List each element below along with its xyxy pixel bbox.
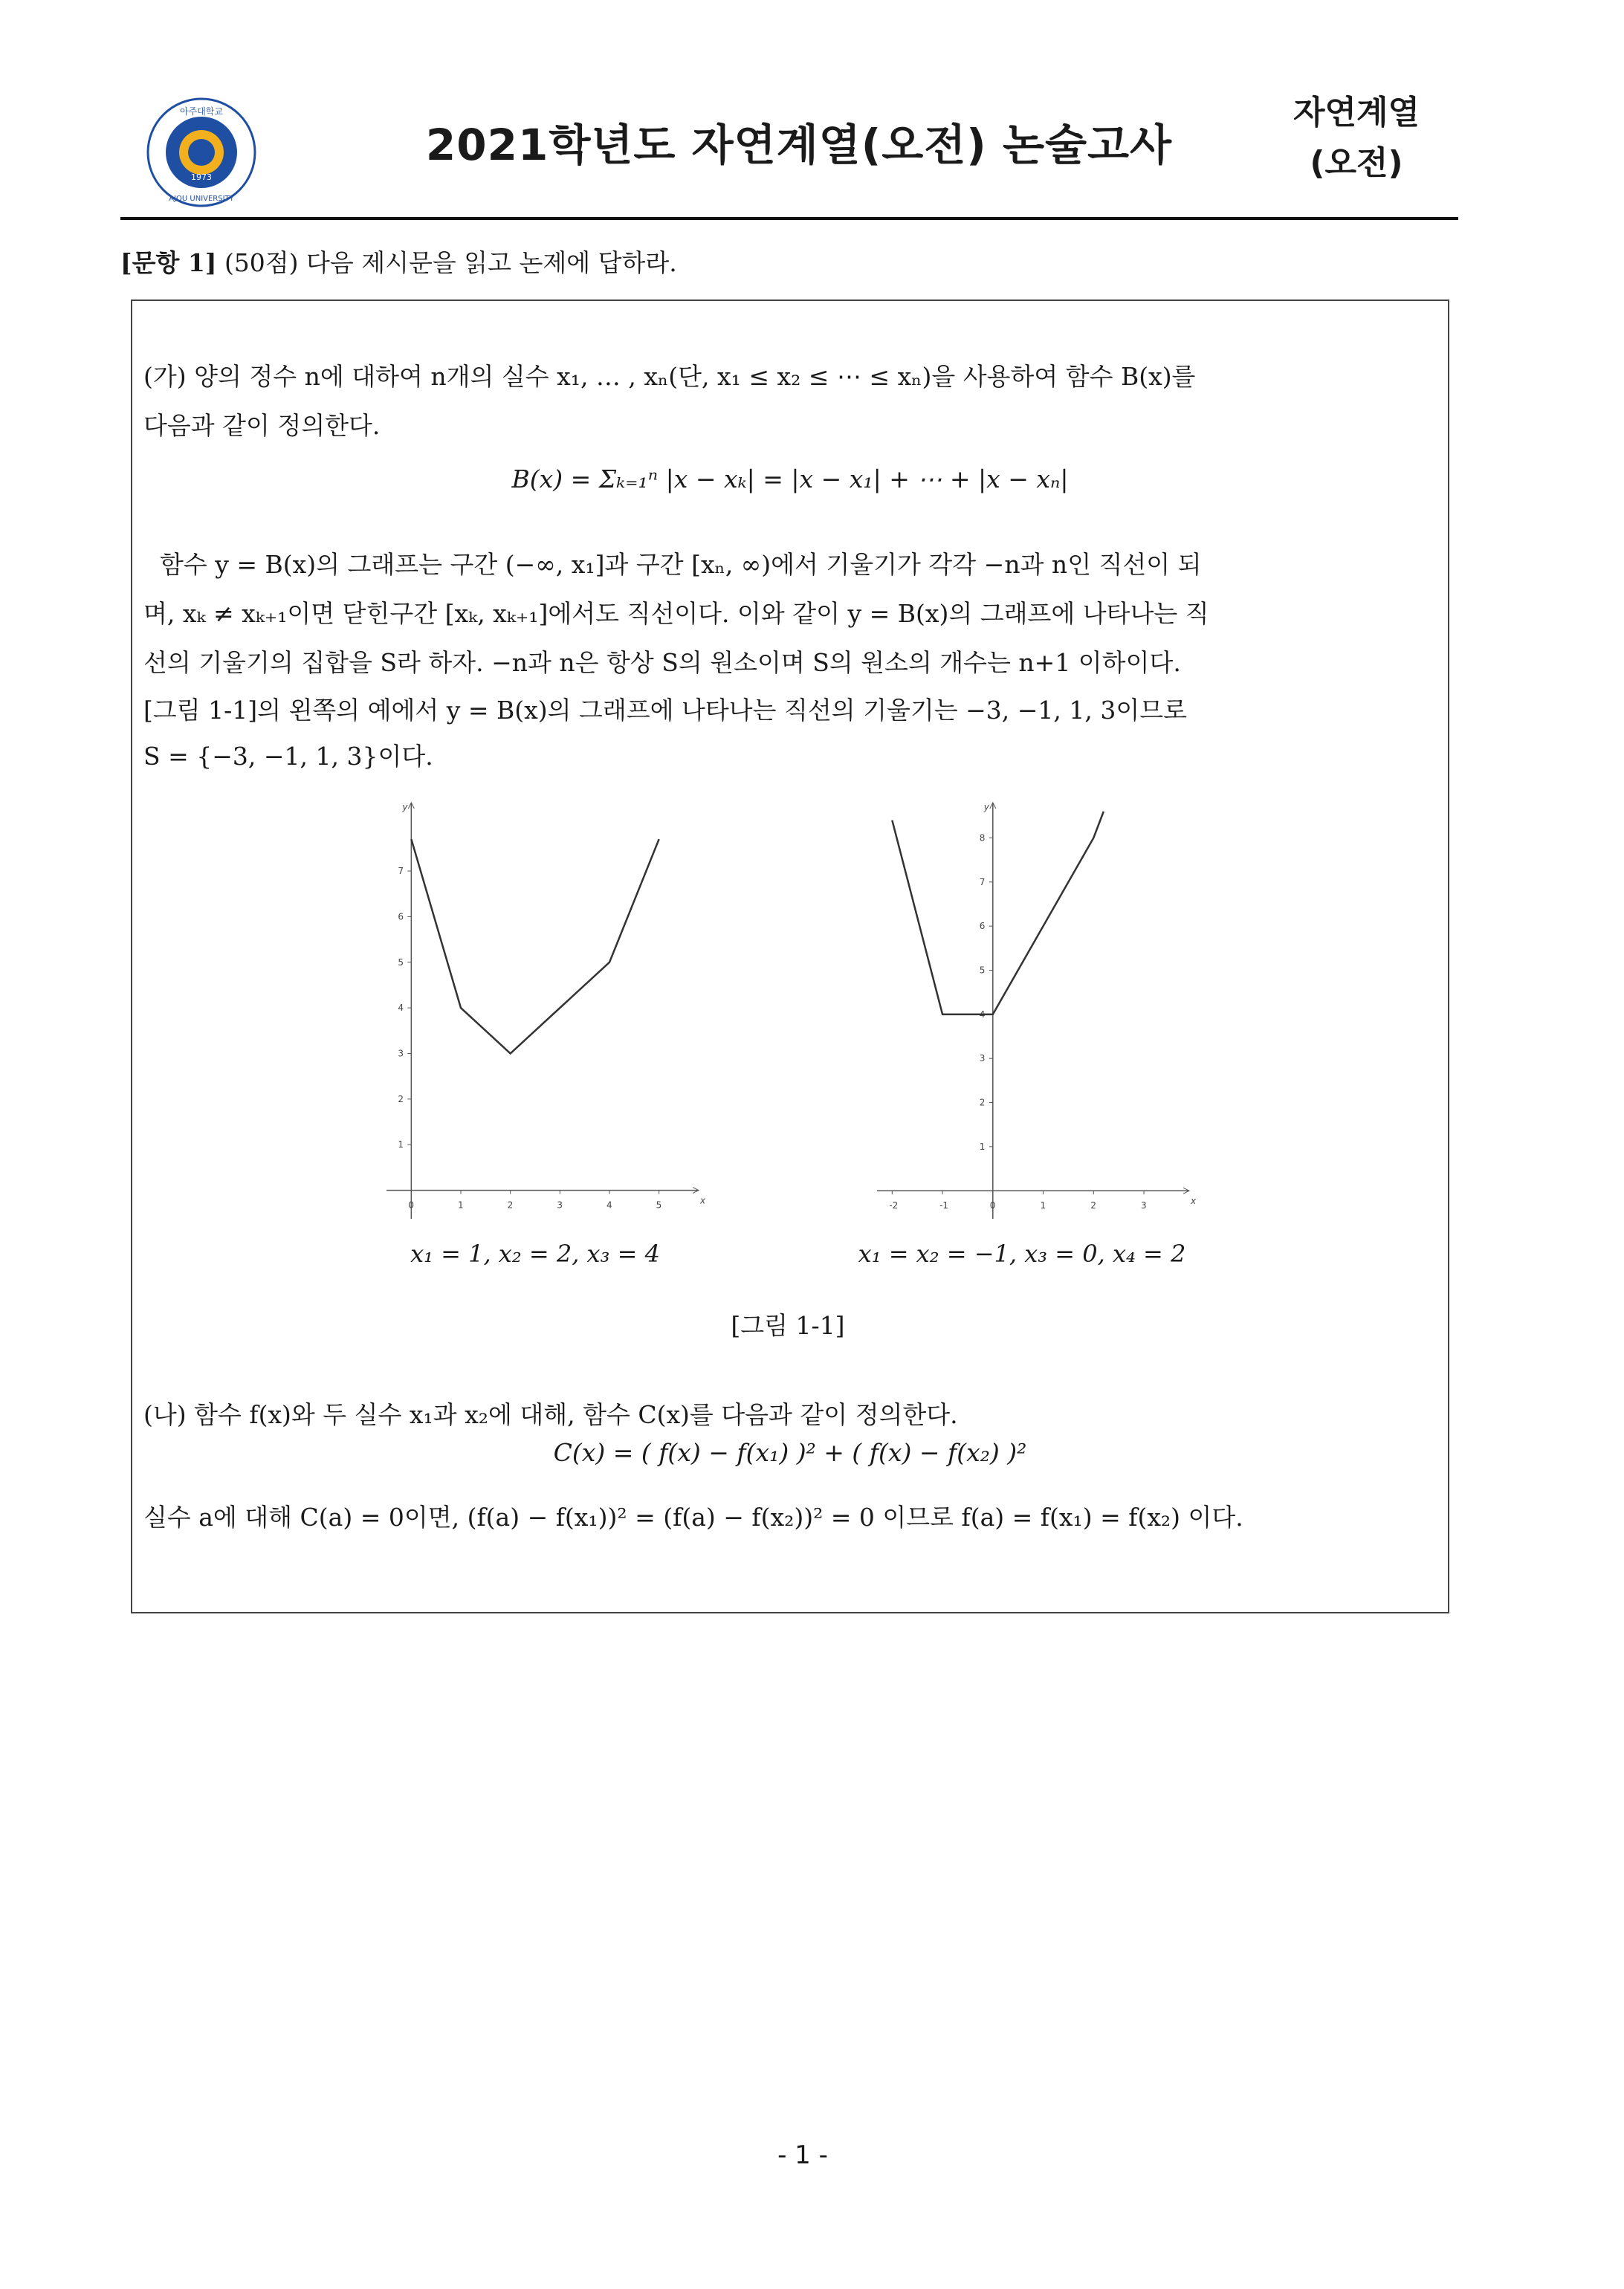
section-ga-line-2: 다음과 같이 정의한다. — [143, 411, 381, 440]
section-ga-p2-line-1: 함수 y = B(x)의 그래프는 구간 (−∞, x₁]과 구간 [xₙ, ∞)에서 기울기가 각각 −n과 n인 직선이 되 — [160, 550, 1202, 579]
university-logo — [146, 97, 257, 208]
x-tick-label: 5 — [656, 1199, 662, 1211]
y-tick-label: 3 — [979, 1053, 986, 1064]
x-tick-label: 1 — [1040, 1200, 1046, 1211]
y-tick-label: 6 — [979, 921, 986, 932]
chart-left — [379, 795, 706, 1226]
y-tick-label: 7 — [979, 876, 986, 887]
y-tick-label: 1 — [979, 1141, 986, 1152]
exam-title: 2021학년도 자연계열(오전) 논술고사 — [425, 120, 1173, 170]
right-chart-caption: x₁ = x₂ = −1, x₃ = 0, x₄ = 2 — [858, 1240, 1186, 1268]
x-tick-label: 2 — [507, 1199, 514, 1211]
y-tick-label: 4 — [398, 1003, 404, 1014]
series-line — [411, 839, 659, 1053]
series-line — [892, 812, 1104, 1014]
question-header — [120, 244, 677, 279]
y-tick-label: 2 — [398, 1093, 404, 1104]
section-ga-p2-line-3: 선의 기울기의 집합을 S라 하자. −n과 n은 항상 S의 원소이며 S의 원소의 개수는 n+1 이하이다. — [143, 648, 1181, 677]
badge-line-2: (오전) — [1310, 144, 1403, 182]
question-number: [문항 1] — [120, 248, 217, 277]
section-na-line-1: (나) 함수 f(x)와 두 실수 x₁과 x₂에 대해, 함수 C(x)를 다음과 같이 정의한다. — [143, 1400, 958, 1429]
x-tick-label: -1 — [939, 1200, 949, 1211]
section-na-line-2: 실수 a에 대해 C(a) = 0이면, (f(a) − f(x₁))² = (f(a) − f(x₂))² = 0 이므로 f(a) = f(x₁) = f(x₂) 이다. — [143, 1503, 1243, 1532]
svg-text:아주대학교: 아주대학교 — [180, 106, 223, 117]
y-tick-label: 4 — [979, 1008, 986, 1020]
y-tick-label: 7 — [398, 866, 404, 877]
x-tick-label: 4 — [606, 1199, 612, 1211]
y-axis-label: y — [983, 802, 989, 812]
section-ga-p2-line-4: [그림 1-1]의 왼쪽의 예에서 y = B(x)의 그래프에 나타나는 직선의 기울기는 −3, −1, 1, 3이므로 — [143, 696, 1187, 725]
exam-category-badge — [1264, 88, 1449, 189]
section-ga-p2-line-5: S = {−3, −1, 1, 3}이다. — [143, 742, 433, 771]
y-tick-label: 5 — [398, 956, 404, 968]
x-tick-label: 0 — [408, 1199, 414, 1211]
chart-right — [870, 795, 1197, 1226]
x-axis-label: x — [1191, 1196, 1197, 1207]
y-tick-label: 3 — [398, 1048, 404, 1059]
x-tick-label: 3 — [1141, 1200, 1147, 1211]
x-axis-label: x — [700, 1195, 706, 1206]
y-axis-label: y — [402, 802, 408, 812]
x-tick-label: -2 — [889, 1200, 899, 1211]
badge-line-1: 자연계열 — [1293, 94, 1420, 132]
y-tick-label: 2 — [979, 1097, 986, 1108]
y-tick-label: 5 — [979, 965, 986, 976]
svg-text:AJOU UNIVERSITY: AJOU UNIVERSITY — [169, 195, 234, 203]
x-tick-label: 3 — [557, 1199, 563, 1211]
x-tick-label: 2 — [1090, 1200, 1096, 1211]
figure-caption: [그림 1-1] — [731, 1311, 845, 1340]
x-tick-label: 1 — [458, 1199, 464, 1211]
page-number: - 1 - — [777, 2140, 828, 2170]
formula-b: B(x) = Σₖ₌₁ⁿ |x − xₖ| = |x − x₁| + ⋯ + |x − xₙ| — [511, 464, 1069, 493]
header-divider — [120, 217, 1458, 220]
left-chart-caption: x₁ = 1, x₂ = 2, x₃ = 4 — [410, 1240, 660, 1268]
y-tick-label: 1 — [398, 1139, 404, 1150]
y-tick-label: 8 — [979, 832, 986, 844]
svg-text:1973: 1973 — [191, 172, 212, 182]
y-tick-label: 6 — [398, 911, 404, 922]
x-tick-label: 0 — [989, 1200, 996, 1211]
question-instruction: (50점) 다음 제시문을 읽고 논제에 답하라. — [224, 248, 677, 277]
formula-c: C(x) = ( f(x) − f(x₁) )² + ( f(x) − f(x₂) )² — [553, 1438, 1027, 1467]
section-ga-line-1: (가) 양의 정수 n에 대하여 n개의 실수 x₁, … , xₙ(단, x₁ ≤ x₂ ≤ ⋯ ≤ xₙ)을 사용하여 함수 B(x)를 — [143, 362, 1196, 391]
section-ga-p2-line-2: 며, xₖ ≠ xₖ₊₁이면 닫힌구간 [xₖ, xₖ₊₁]에서도 직선이다. 이와 같이 y = B(x)의 그래프에 나타나는 직 — [143, 599, 1209, 628]
